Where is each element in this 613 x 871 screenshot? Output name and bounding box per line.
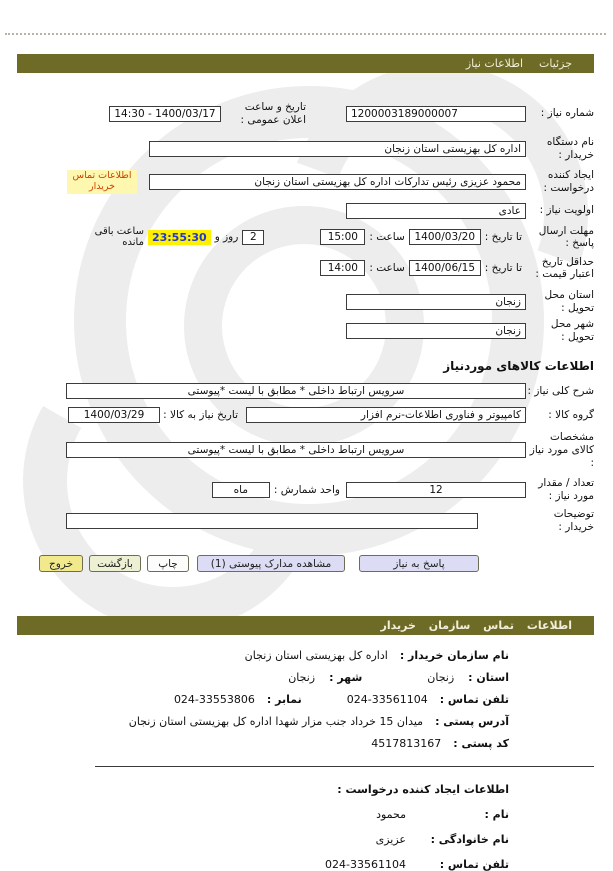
org-name-label: نام سازمان خریدار : bbox=[400, 649, 510, 663]
creator-section-title-row bbox=[18, 783, 510, 796]
contact-row-org bbox=[18, 649, 510, 662]
main-content bbox=[18, 54, 595, 871]
buyer-notes-label: توضیحات خریدار : bbox=[554, 508, 595, 533]
request-creator-value: محمود عزیزی رئیس تدارکات اداره کل بهزیستی استان زنجان bbox=[255, 175, 522, 188]
need-header-bar bbox=[18, 54, 595, 73]
countdown-days-suffix: روز و bbox=[215, 231, 240, 244]
countdown-days-box bbox=[243, 230, 265, 245]
price-validity-time-field[interactable] bbox=[321, 260, 366, 276]
priority-label: اولویت نیاز : bbox=[540, 204, 595, 217]
tab-need-info[interactable]: اطلاعات نیاز bbox=[466, 57, 525, 70]
postal-code-value: 4517813167 bbox=[372, 737, 443, 751]
goods-spec-label: مشخصات کالای مورد نیاز : bbox=[530, 431, 595, 469]
postal-code-label: کد پستی : bbox=[454, 737, 510, 751]
section-divider bbox=[96, 766, 595, 767]
delivery-city-value: زنجان bbox=[496, 324, 522, 337]
form-row-delivery-province bbox=[18, 289, 595, 314]
price-validity-date-field[interactable] bbox=[410, 260, 482, 276]
form-row-buyer-notes bbox=[18, 508, 595, 533]
quantity-label: تعداد / مقدار مورد نیاز : bbox=[539, 477, 595, 502]
contact-row-phone-fax bbox=[18, 693, 510, 706]
last-name-value: عزیزی bbox=[376, 833, 407, 847]
postal-address-value: میدان 15 خرداد جنب مزار شهدا اداره کل بهزیستی استان زنجان bbox=[129, 715, 425, 729]
tab-details[interactable]: جزئیات bbox=[540, 57, 573, 70]
city-label: شهر : bbox=[330, 671, 364, 685]
province-label: استان : bbox=[469, 671, 510, 685]
reply-to-need-button[interactable]: پاسخ به نیاز bbox=[360, 555, 480, 572]
hour-label: ساعت : bbox=[370, 262, 406, 275]
first-name-label: نام : bbox=[485, 808, 510, 822]
last-name-label: نام خانوادگی : bbox=[431, 833, 510, 847]
form-row-request-creator bbox=[18, 169, 595, 194]
form-row-need-number bbox=[18, 101, 595, 126]
form-row-goods-group bbox=[18, 407, 595, 423]
buyer-org-value: اداره کل بهزیستی استان زنجان bbox=[385, 142, 522, 155]
reply-deadline-date-field[interactable] bbox=[410, 229, 482, 245]
goods-need-date-field[interactable] bbox=[69, 407, 161, 423]
reply-deadline-label: مهلت ارسال پاسخ : bbox=[539, 224, 595, 250]
fax-label: نمابر : bbox=[267, 693, 303, 707]
request-creator-section bbox=[18, 783, 595, 871]
creator-row-phone bbox=[18, 858, 510, 871]
city-value: زنجان bbox=[289, 671, 317, 685]
phone-label: تلفن تماس : bbox=[440, 693, 510, 707]
announce-datetime-field[interactable] bbox=[110, 106, 222, 122]
priority-value: عادی bbox=[499, 204, 522, 217]
reply-deadline-time-field[interactable] bbox=[321, 229, 366, 245]
goods-spec-value: سرویس ارتباط داخلی * مطابق با لیست *پیوستی bbox=[188, 444, 406, 457]
until-date-label: تا تاریخ : bbox=[485, 231, 523, 244]
reply-deadline-date-value: 1400/03/20 bbox=[415, 231, 477, 244]
exit-button[interactable]: خروج bbox=[40, 555, 84, 572]
province-value: زنجان bbox=[428, 671, 456, 685]
print-button[interactable]: چاپ bbox=[148, 555, 190, 572]
goods-group-value: کامپیوتر و فناوری اطلاعات-نرم افزار bbox=[361, 409, 522, 422]
hour-label: ساعت : bbox=[370, 231, 406, 244]
org-name-value: اداره کل بهزیستی استان زنجان bbox=[245, 649, 389, 663]
request-creator-label: ایجاد کننده درخواست : bbox=[544, 169, 595, 194]
quantity-value: 12 bbox=[430, 483, 444, 496]
price-validity-date-value: 1400/06/15 bbox=[415, 262, 477, 275]
buyer-notes-field[interactable] bbox=[67, 513, 479, 529]
creator-phone-label: تلفن تماس : bbox=[440, 858, 510, 871]
price-validity-time-value: 14:00 bbox=[328, 262, 359, 275]
form-row-quantity bbox=[18, 477, 595, 502]
goods-section-title: اطلاعات کالاهای موردنیاز bbox=[444, 359, 595, 374]
countdown-suffix: ساعت باقی مانده bbox=[95, 225, 145, 249]
contact-row-address bbox=[18, 715, 510, 728]
unit-field[interactable] bbox=[213, 482, 271, 498]
goods-spec-field[interactable] bbox=[67, 442, 527, 458]
priority-field[interactable] bbox=[347, 203, 527, 219]
buyer-contact-link[interactable]: اطلاعات تماس خریدار bbox=[68, 170, 138, 194]
creator-phone-value: 024-33561104 bbox=[326, 858, 407, 871]
goods-group-field[interactable] bbox=[247, 407, 527, 423]
unit-value: ماه bbox=[234, 483, 249, 496]
buyer-org-label: نام دستگاه خریدار : bbox=[547, 136, 595, 161]
first-name-value: محمود bbox=[377, 808, 407, 822]
contact-row-postal-code bbox=[18, 737, 510, 750]
phone-value: 024-33561104 bbox=[347, 693, 429, 707]
need-number-label: شماره نیاز : bbox=[541, 107, 595, 120]
form-row-price-validity bbox=[18, 256, 595, 281]
buyer-contact-title: اطلاعات تماس سازمان خریدار bbox=[381, 619, 573, 633]
buyer-contact-section bbox=[18, 649, 595, 750]
form-row-reply-deadline bbox=[18, 225, 595, 250]
form-row-delivery-city bbox=[18, 318, 595, 343]
delivery-city-field[interactable] bbox=[347, 323, 527, 339]
back-button[interactable]: بازگشت bbox=[90, 555, 142, 572]
creator-row-first-name bbox=[18, 808, 510, 821]
buyer-contact-header-bar bbox=[18, 616, 595, 635]
delivery-city-label: شهر محل تحویل : bbox=[551, 318, 595, 343]
creator-section-title: اطلاعات ایجاد کننده درخواست : bbox=[338, 783, 510, 797]
quantity-field[interactable] bbox=[347, 482, 527, 498]
postal-address-label: آدرس پستی : bbox=[436, 715, 510, 729]
reply-deadline-time-value: 15:00 bbox=[328, 231, 359, 244]
price-validity-label: حداقل تاریخ اعتبار قیمت : bbox=[536, 255, 595, 281]
action-buttons-row bbox=[18, 555, 595, 572]
announce-datetime-label: تاریخ و ساعت اعلان عمومی : bbox=[241, 101, 307, 126]
top-dotted-divider bbox=[6, 33, 607, 35]
delivery-province-value: زنجان bbox=[496, 295, 522, 308]
form-row-goods-spec bbox=[18, 431, 595, 469]
announce-datetime-value: 14:30 - 1400/03/17 bbox=[115, 107, 217, 120]
buyer-org-field[interactable] bbox=[150, 141, 527, 157]
view-attached-docs-button[interactable]: مشاهده مدارک پیوستی (1) bbox=[198, 555, 346, 572]
form-row-general-desc bbox=[18, 383, 595, 399]
goods-need-date-label: تاریخ نیاز به کالا : bbox=[164, 409, 239, 422]
need-number-field[interactable] bbox=[347, 106, 527, 122]
goods-group-label: گروه کالا : bbox=[549, 409, 595, 422]
countdown bbox=[87, 226, 265, 249]
general-desc-value: سرویس ارتباط داخلی * مطابق با لیست *پیوستی bbox=[188, 385, 406, 398]
general-desc-field[interactable] bbox=[67, 383, 527, 399]
countdown-days-value: 2 bbox=[250, 231, 258, 244]
form-row-buyer-org bbox=[18, 136, 595, 161]
delivery-province-label: استان محل تحویل : bbox=[545, 288, 595, 314]
unit-label: واحد شمارش : bbox=[274, 483, 341, 496]
goods-need-date-value: 1400/03/29 bbox=[84, 409, 146, 422]
general-desc-label: شرح کلی نیاز : bbox=[528, 385, 595, 398]
form-row-priority bbox=[18, 203, 595, 219]
fax-value: 024-33553806 bbox=[174, 693, 256, 707]
need-number-value: 1200003189000007 bbox=[352, 107, 459, 120]
contact-row-province-city bbox=[18, 671, 510, 684]
request-creator-field[interactable] bbox=[150, 174, 527, 190]
countdown-timer: 23:55:30 bbox=[149, 230, 212, 245]
creator-row-last-name bbox=[18, 833, 510, 846]
delivery-province-field[interactable] bbox=[347, 294, 527, 310]
until-date-label: تا تاریخ : bbox=[485, 262, 523, 275]
